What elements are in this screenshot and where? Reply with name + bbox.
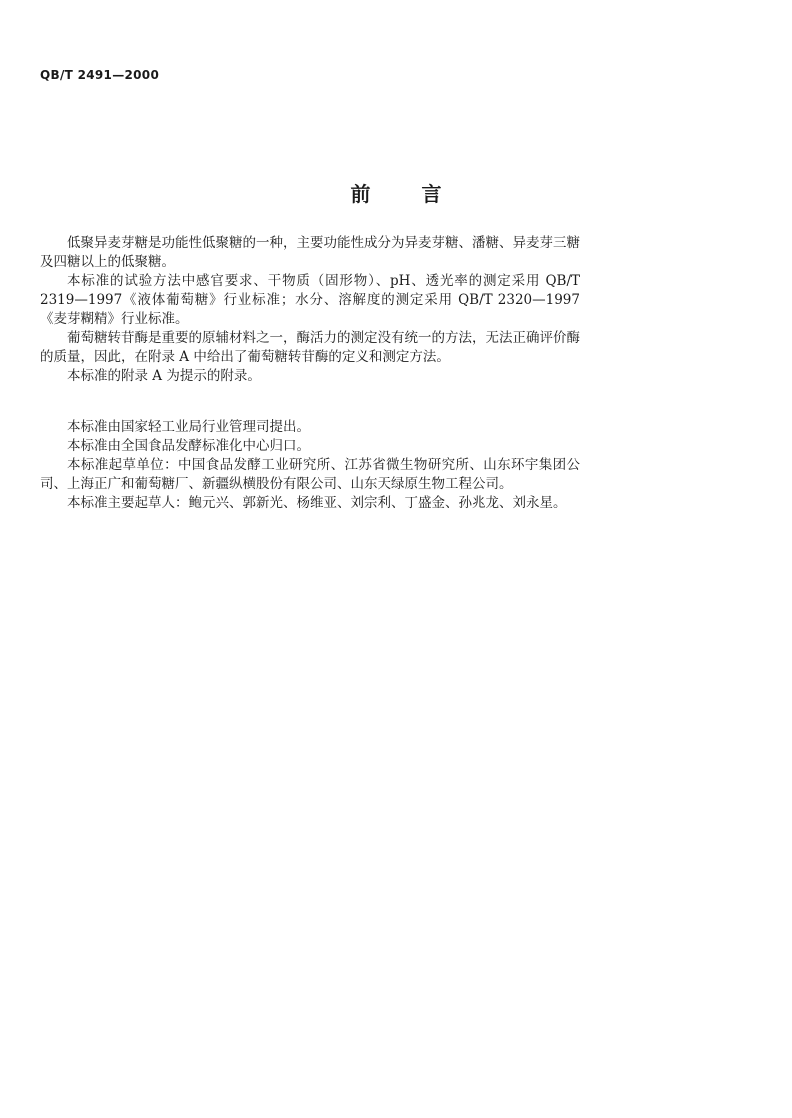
- paragraph: 葡萄糖转苷酶是重要的原辅材料之一，酶活力的测定没有统一的方法，无法正确评价酶的质量，因此，在附录 A 中给出了葡萄糖转苷酶的定义和测定方法。: [40, 330, 580, 365]
- paragraph: 本标准的试验方法中感官要求、干物质（固形物）、pH、透光率的测定采用 QB/T 2319—1997《液体葡萄糖》行业标准；水分、溶解度的测定采用 QB/T 2320—1997《麦芽糊精》行业标准。: [40, 273, 580, 327]
- foreword-section-1: [40, 234, 580, 386]
- document-code: QB/T 2491—2000: [40, 68, 160, 82]
- paragraph: 本标准的附录 A 为提示的附录。: [67, 368, 261, 384]
- paragraph: 本标准由国家轻工业局行业管理司提出。: [67, 419, 310, 435]
- page-title: 前 言: [350, 182, 464, 206]
- paragraph: 本标准起草单位：中国食品发酵工业研究所、江苏省微生物研究所、山东环宇集团公司、上海正广和葡萄糖厂、新疆纵横股份有限公司、山东天绿原生物工程公司。: [40, 457, 580, 492]
- paragraph: 本标准由全国食品发酵标准化中心归口。: [67, 438, 310, 454]
- foreword-section-2: [40, 418, 580, 513]
- paragraph: 低聚异麦芽糖是功能性低聚糖的一种，主要功能性成分为异麦芽糖、潘糖、异麦芽三糖及四糖以上的低聚糖。: [40, 235, 580, 270]
- paragraph: 本标准主要起草人：鲍元兴、郭新光、杨维亚、刘宗利、丁盛金、孙兆龙、刘永星。: [67, 495, 567, 511]
